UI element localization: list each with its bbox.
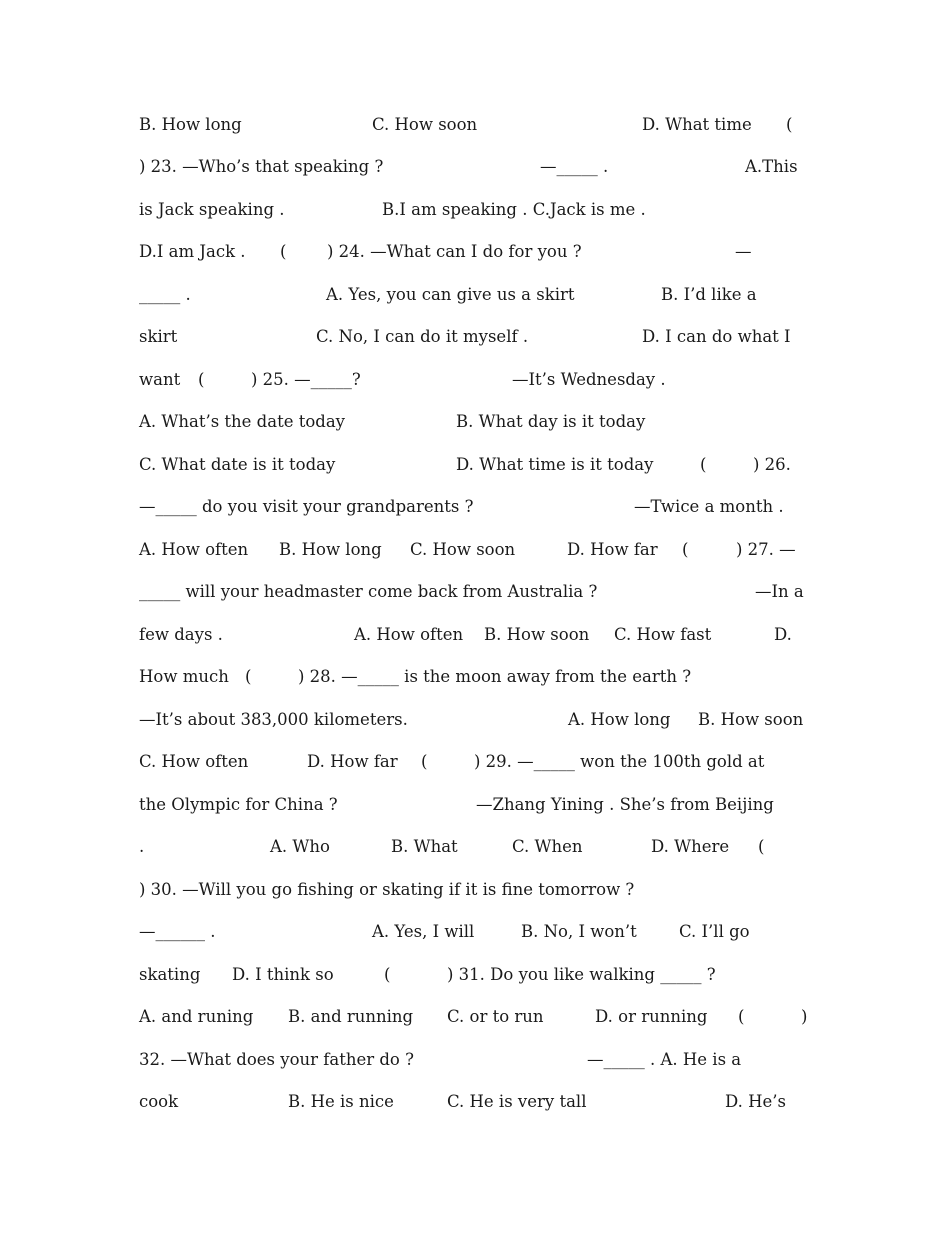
text-line bbox=[0, 708, 950, 732]
text-segment: B.I am speaking . C.Jack is me . bbox=[382, 200, 646, 219]
text-segment: ( bbox=[245, 667, 252, 686]
text-segment: A. Who bbox=[270, 837, 330, 856]
text-segment: C. or to run bbox=[447, 1007, 544, 1026]
text-segment: _____ will your headmaster come back from Australia ? bbox=[139, 582, 598, 601]
text-segment: ( bbox=[786, 115, 793, 134]
text-segment: A. and runing bbox=[139, 1007, 254, 1026]
text-segment: D. What time is it today bbox=[456, 455, 654, 474]
text-segment: D. How far bbox=[307, 752, 398, 771]
text-segment: ( bbox=[384, 965, 391, 984]
text-segment: D. I can do what I bbox=[642, 327, 791, 346]
text-segment: C. I’ll go bbox=[679, 922, 750, 941]
text-segment: How much bbox=[139, 667, 229, 686]
text-line bbox=[0, 113, 950, 137]
text-segment: B. and running bbox=[288, 1007, 414, 1026]
text-segment: D.I am Jack . bbox=[139, 242, 246, 261]
text-line bbox=[0, 920, 950, 944]
text-segment: cook bbox=[139, 1092, 179, 1111]
text-segment: C. When bbox=[512, 837, 583, 856]
text-segment: A. What’s the date today bbox=[139, 412, 346, 431]
text-line bbox=[0, 750, 950, 774]
text-segment: 32. —What does your father do ? bbox=[139, 1050, 414, 1069]
text-segment: —______ . bbox=[139, 922, 216, 941]
text-segment: C. He is very tall bbox=[447, 1092, 587, 1111]
text-segment: skating bbox=[139, 965, 201, 984]
text-segment: C. How soon bbox=[372, 115, 478, 134]
text-segment: ) 29. —_____ won the 100th gold at bbox=[474, 752, 765, 771]
text-segment: the Olympic for China ? bbox=[139, 795, 338, 814]
text-segment: —Twice a month . bbox=[634, 497, 784, 516]
text-segment: —In a bbox=[755, 582, 804, 601]
text-segment: skirt bbox=[139, 327, 178, 346]
text-segment: A. How often bbox=[354, 625, 464, 644]
text-line bbox=[0, 325, 950, 349]
text-segment: —It’s about 383,000 kilometers. bbox=[139, 710, 408, 729]
text-segment: ) 31. Do you like walking _____ ? bbox=[447, 965, 716, 984]
text-segment: ) 24. —What can I do for you ? bbox=[327, 242, 582, 261]
text-segment: B. I’d like a bbox=[661, 285, 757, 304]
text-segment: ( bbox=[682, 540, 689, 559]
text-segment: ( bbox=[198, 370, 205, 389]
text-segment: ) bbox=[801, 1007, 808, 1026]
text-line bbox=[0, 1005, 950, 1029]
text-line bbox=[0, 580, 950, 604]
text-segment: B. How long bbox=[279, 540, 382, 559]
text-line bbox=[0, 963, 950, 987]
text-segment: —_____ . A. He is a bbox=[587, 1050, 742, 1069]
text-segment: D. What time bbox=[642, 115, 752, 134]
text-segment: ) 23. —Who’s that speaking ? bbox=[139, 157, 384, 176]
text-line bbox=[0, 410, 950, 434]
text-segment: C. No, I can do it myself . bbox=[316, 327, 529, 346]
text-line bbox=[0, 453, 950, 477]
text-segment: is Jack speaking . bbox=[139, 200, 285, 219]
text-segment: C. What date is it today bbox=[139, 455, 336, 474]
text-segment: D. or running bbox=[595, 1007, 708, 1026]
text-segment: A. Yes, you can give us a skirt bbox=[326, 285, 575, 304]
text-line bbox=[0, 155, 950, 179]
text-line bbox=[0, 835, 950, 859]
text-line bbox=[0, 198, 950, 222]
text-segment: D. bbox=[774, 625, 792, 644]
text-segment: . bbox=[139, 837, 145, 856]
text-segment: B. He is nice bbox=[288, 1092, 394, 1111]
text-segment: ) 28. —_____ is the moon away from the earth ? bbox=[298, 667, 692, 686]
text-segment: A. How long bbox=[568, 710, 671, 729]
text-line bbox=[0, 665, 950, 689]
text-line bbox=[0, 368, 950, 392]
text-segment: ( bbox=[280, 242, 287, 261]
text-line bbox=[0, 878, 950, 902]
text-segment: ( bbox=[421, 752, 428, 771]
text-line bbox=[0, 623, 950, 647]
text-segment: A.This bbox=[745, 157, 798, 176]
text-segment: ( bbox=[758, 837, 765, 856]
text-segment: D. Where bbox=[651, 837, 730, 856]
text-segment: ) 25. —_____? bbox=[251, 370, 361, 389]
text-line bbox=[0, 538, 950, 562]
text-segment: few days . bbox=[139, 625, 223, 644]
text-segment: C. How soon bbox=[410, 540, 516, 559]
text-segment: B. How soon bbox=[698, 710, 804, 729]
text-segment: ) 27. — bbox=[736, 540, 796, 559]
text-segment: D. He’s bbox=[725, 1092, 786, 1111]
text-segment: ) 30. —Will you go fishing or skating if it is fine tomorrow ? bbox=[139, 880, 635, 899]
text-segment: B. No, I won’t bbox=[521, 922, 637, 941]
text-line bbox=[0, 793, 950, 817]
text-segment: want bbox=[139, 370, 181, 389]
text-segment: C. How often bbox=[139, 752, 249, 771]
text-line bbox=[0, 1090, 950, 1114]
text-segment: —_____ do you visit your grandparents ? bbox=[139, 497, 474, 516]
text-segment: B. What bbox=[391, 837, 458, 856]
text-line bbox=[0, 1048, 950, 1072]
text-segment: B. How long bbox=[139, 115, 242, 134]
text-segment: D. How far bbox=[567, 540, 658, 559]
text-segment: _____ . bbox=[139, 285, 191, 304]
text-segment: B. What day is it today bbox=[456, 412, 646, 431]
text-segment: ( bbox=[738, 1007, 745, 1026]
text-segment: ) 26. bbox=[753, 455, 791, 474]
text-segment: — bbox=[735, 242, 752, 261]
text-segment: —_____ . bbox=[540, 157, 609, 176]
text-line bbox=[0, 240, 950, 264]
text-segment: —It’s Wednesday . bbox=[512, 370, 666, 389]
text-segment: B. How soon bbox=[484, 625, 590, 644]
text-segment: D. I think so bbox=[232, 965, 334, 984]
text-segment: A. How often bbox=[139, 540, 249, 559]
text-segment: —Zhang Yining . She’s from Beijing bbox=[476, 795, 774, 814]
text-segment: A. Yes, I will bbox=[372, 922, 475, 941]
text-segment: C. How fast bbox=[614, 625, 712, 644]
text-line bbox=[0, 283, 950, 307]
text-line bbox=[0, 495, 950, 519]
text-segment: ( bbox=[700, 455, 707, 474]
